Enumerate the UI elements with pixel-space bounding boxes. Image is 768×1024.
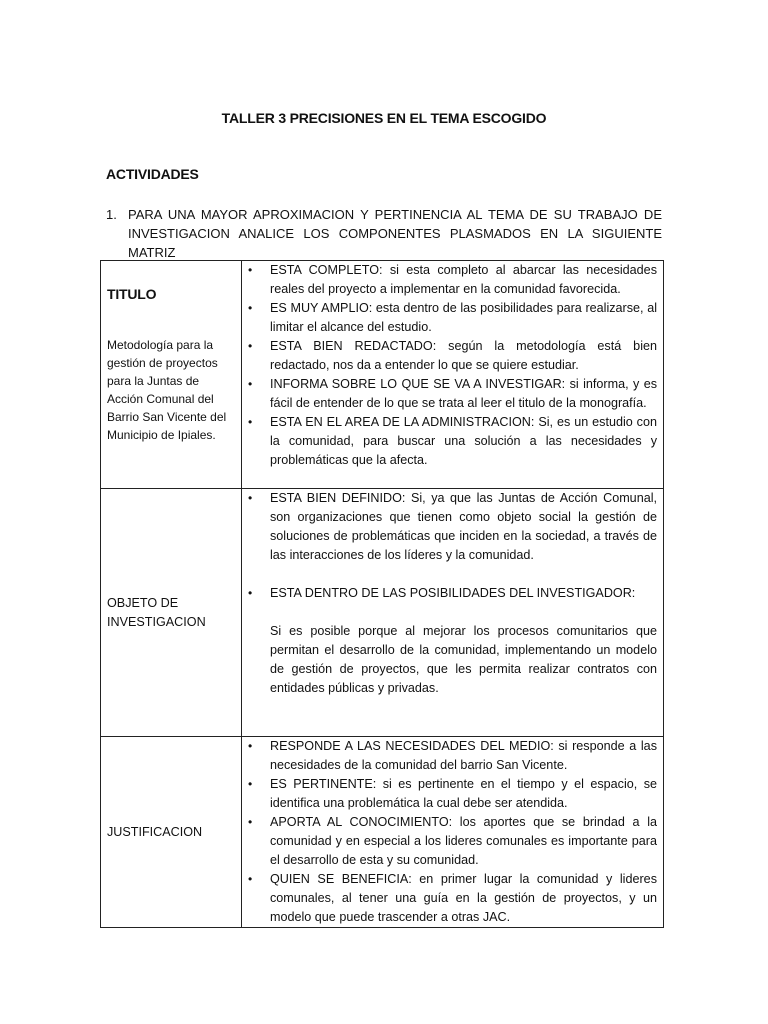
- bullet-icon: •: [248, 339, 253, 353]
- bullet-icon: •: [248, 739, 253, 753]
- list-item-text: ESTA COMPLETO: si esta completo al abarcar las necesidades reales del proyecto a implementar en la comunidad favorecida.: [270, 263, 657, 296]
- list-item-text: RESPONDE A LAS NECESIDADES DEL MEDIO: si responde a las necesidades de la comunidad del barrio San Vicente.: [270, 739, 657, 772]
- matrix-content-cell: [242, 737, 664, 928]
- analysis-matrix: [100, 260, 664, 928]
- list-item-text: ESTA BIEN DEFINIDO: Si, ya que las Juntas de Acción Comunal, son organizaciones que tienen como objeto social la gestión de soluciones de problemáticas que inciden en la sociedad, a través de las interacciones de los líderes y la comunidad.: [270, 491, 657, 562]
- bullet-icon: •: [248, 815, 253, 829]
- list-item-text: ESTA DENTRO DE LAS POSIBILIDADES DEL INVESTIGADOR:: [270, 586, 636, 600]
- matrix-content-cell: [242, 261, 664, 489]
- objeto-bullet-list: [242, 489, 657, 565]
- matrix-content-cell: [242, 489, 664, 737]
- objeto-label: OBJETO DE INVESTIGACION: [107, 595, 206, 629]
- matrix-row-objeto: [101, 489, 664, 737]
- titulo-bullet-list: [242, 261, 657, 470]
- objeto-detail-paragraph: Si es posible porque al mejorar los procesos comunitarios que permitan el desarrollo de la comunidad, implementando un modelo de gestión de proyectos, que les permita realizar contratos con entidades públicas y privadas.: [270, 624, 657, 695]
- matrix-row-justificacion: [101, 737, 664, 928]
- matrix-label-cell: [101, 489, 242, 737]
- list-item-text: ESTA EN EL AREA DE LA ADMINISTRACION: Si, es un estudio con la comunidad, para buscar una solución a las necesidades y problemáticas que la afecta.: [270, 415, 657, 467]
- list-item: [242, 261, 657, 299]
- list-item-text: ES PERTINENTE: si es pertinente en el tiempo y el espacio, se identifica una problemática la cual debe ser atendida.: [270, 777, 657, 810]
- instruction-item: [106, 205, 662, 262]
- section-heading: ACTIVIDADES: [106, 166, 199, 182]
- bullet-icon: •: [248, 491, 253, 505]
- titulo-label: TITULO: [107, 286, 157, 302]
- list-item-text: ES MUY AMPLIO: esta dentro de las posibilidades para realizarse, al limitar el alcance del estudio.: [270, 301, 657, 334]
- instruction-number: 1.: [106, 207, 117, 222]
- bullet-icon: •: [248, 377, 253, 391]
- list-item: [242, 413, 657, 470]
- list-item: [242, 489, 657, 565]
- page-title: TALLER 3 PRECISIONES EN EL TEMA ESCOGIDO: [221, 110, 547, 126]
- list-item: [242, 337, 657, 375]
- bullet-icon: •: [248, 263, 253, 277]
- justificacion-bullet-list: [242, 737, 657, 927]
- matrix-label-cell: [101, 737, 242, 928]
- list-item: [242, 813, 657, 870]
- instruction-text: PARA UNA MAYOR APROXIMACION Y PERTINENCIA AL TEMA DE SU TRABAJO DE INVESTIGACION ANALICE LOS COMPONENTES PLASMADOS EN LA SIGUIENTE MATRIZ: [128, 207, 662, 260]
- matrix-label-cell: [101, 261, 242, 489]
- list-item: [242, 737, 657, 775]
- bullet-icon: •: [248, 777, 253, 791]
- list-item-text: ESTA BIEN REDACTADO: según la metodología está bien redactado, nos da a entender lo que se quiere estudiar.: [270, 339, 657, 372]
- bullet-icon: •: [248, 415, 253, 429]
- justificacion-label: JUSTIFICACION: [107, 824, 203, 839]
- list-item: [242, 375, 657, 413]
- list-item-text: INFORMA SOBRE LO QUE SE VA A INVESTIGAR: si informa, y es fácil de entender de lo que se trata al leer el titulo de la monografía.: [270, 377, 657, 410]
- list-item: [242, 584, 657, 603]
- bullet-icon: •: [248, 586, 253, 600]
- bullet-icon: •: [248, 301, 253, 315]
- list-item-text: QUIEN SE BENEFICIA: en primer lugar la comunidad y lideres comunales, al tener una guía en la gestión de proyectos, y un modelo que puede trascender a otras JAC.: [270, 872, 657, 924]
- matrix-row-titulo: [101, 261, 664, 489]
- titulo-detail: Metodología para la gestión de proyectos para la Juntas de Acción Comunal del Barrio San Vicente del Municipio de Ipiales.: [107, 338, 227, 442]
- list-item: [242, 775, 657, 813]
- list-item-text: APORTA AL CONOCIMIENTO: los aportes que se brindad a la comunidad y en especial a los lideres comunales es importante para el desarrollo de esta y su comunidad.: [270, 815, 657, 867]
- list-item: [242, 870, 657, 927]
- bullet-icon: •: [248, 872, 253, 886]
- objeto-bullet-list-2: [242, 584, 657, 603]
- list-item: [242, 299, 657, 337]
